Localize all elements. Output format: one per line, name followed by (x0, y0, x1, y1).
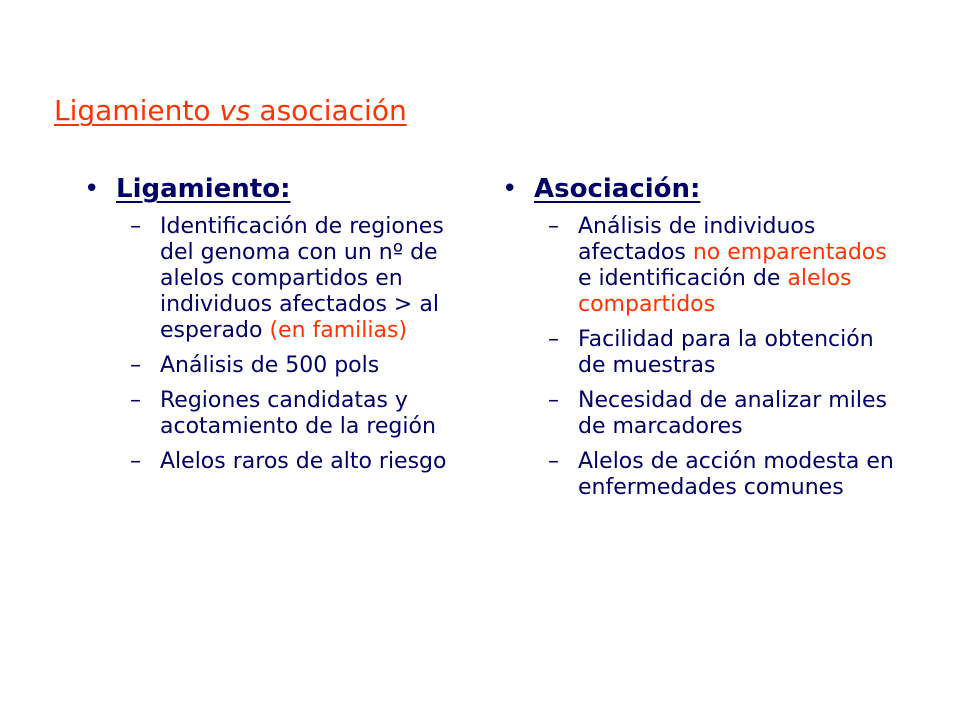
text-segment: Alelos raros de alto riesgo (160, 449, 447, 474)
list-item-text (578, 214, 902, 318)
list-item (130, 214, 484, 344)
item-list (84, 214, 484, 475)
dash-icon: – (130, 449, 141, 474)
list-item-text (578, 388, 902, 440)
highlighted-text: (en familias) (269, 318, 408, 343)
dash-icon: – (130, 353, 141, 378)
column-asociacion (502, 172, 902, 510)
text-segment: Análisis de 500 pols (160, 353, 380, 378)
bullet-icon: • (502, 174, 518, 204)
column-heading-row (502, 172, 902, 206)
column-heading: Ligamiento: (116, 174, 291, 204)
text-segment: e identificación de (578, 266, 788, 291)
list-item-text (160, 214, 484, 344)
list-item-text (160, 388, 484, 440)
column-heading-row (84, 172, 484, 206)
highlighted-text: alelos compartidos (578, 266, 852, 317)
text-segment: Facilidad para la obtención de muestras (578, 327, 874, 378)
text-segment: Identificación de regiones del genoma con un nº de alelos compartidos en individuos afectados > al esperado (160, 214, 444, 343)
dash-icon: – (548, 327, 559, 352)
bullet-icon: • (84, 174, 100, 204)
list-item-text (160, 449, 484, 475)
list-item-text (578, 327, 902, 379)
title-text-end: asociación (250, 94, 407, 127)
list-item (548, 388, 902, 440)
column-heading: Asociación: (534, 174, 701, 204)
column-ligamiento (84, 172, 484, 484)
list-item (548, 327, 902, 379)
slide-title (54, 94, 407, 127)
list-item (130, 449, 484, 475)
dash-icon: – (548, 214, 559, 239)
text-segment: Regiones candidatas y acotamiento de la región (160, 388, 436, 439)
text-segment: Necesidad de analizar miles de marcadores (578, 388, 887, 439)
text-segment: Alelos de acción modesta en enfermedades comunes (578, 449, 894, 500)
list-item (130, 353, 484, 379)
dash-icon: – (130, 214, 141, 239)
list-item-text (578, 449, 902, 501)
item-list (502, 214, 902, 501)
list-item (548, 449, 902, 501)
title-text-start: Ligamiento (54, 94, 220, 127)
highlighted-text: no emparentados (692, 240, 887, 265)
dash-icon: – (130, 388, 141, 413)
title-text-italic: vs (219, 94, 251, 127)
dash-icon: – (548, 449, 559, 474)
list-item-text (160, 353, 484, 379)
list-item (130, 388, 484, 440)
dash-icon: – (548, 388, 559, 413)
text-segment: Análisis de individuos afectados (578, 214, 816, 265)
list-item (548, 214, 902, 318)
